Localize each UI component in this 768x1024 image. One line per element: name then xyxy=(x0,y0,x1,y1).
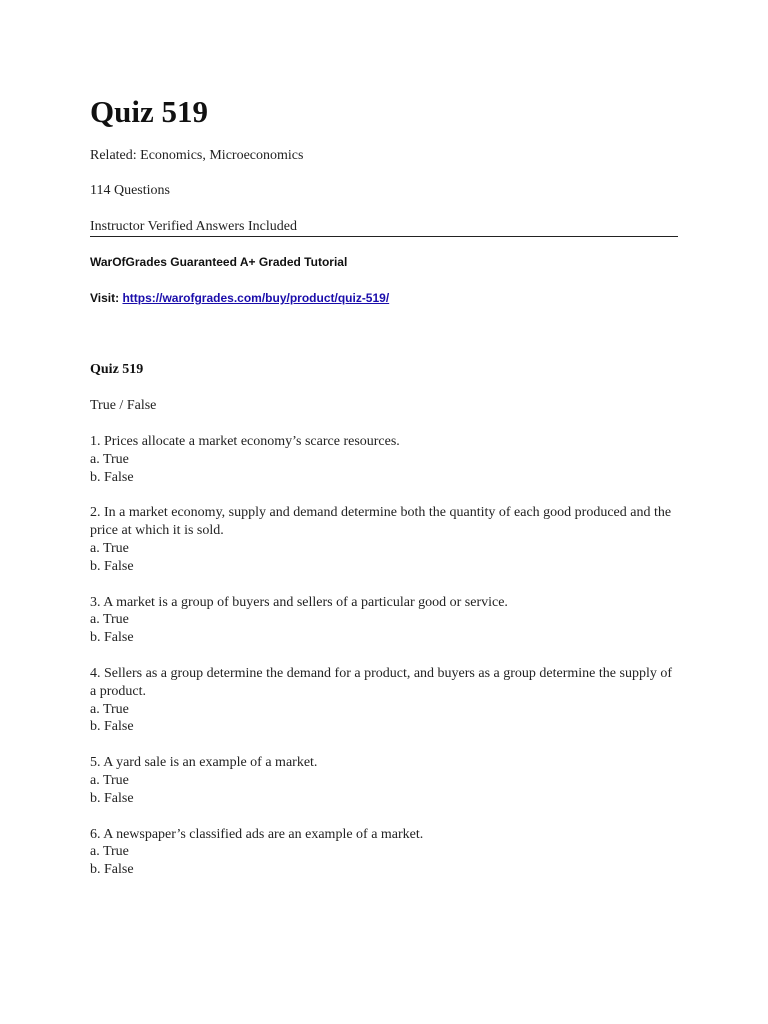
option-false: b. False xyxy=(90,719,134,735)
question-text: 4. Sellers as a group determine the demand for a product, and buyers as a group determine the supply of a product. xyxy=(90,665,672,699)
question-item xyxy=(90,594,678,647)
question-count: 114 Questions xyxy=(90,183,170,198)
question-list xyxy=(90,433,678,897)
option-true: a. True xyxy=(90,540,129,556)
question-item xyxy=(90,826,678,879)
question-text: 6. A newspaper’s classified ads are an example of a market. xyxy=(90,826,424,842)
option-true: a. True xyxy=(90,772,129,788)
question-item xyxy=(90,665,678,736)
question-text: 1. Prices allocate a market economy’s scarce resources. xyxy=(90,434,400,449)
option-false: b. False xyxy=(90,862,134,878)
question-text: 3. A market is a group of buyers and sellers of a particular good or service. xyxy=(90,594,508,610)
visit-label: Visit: xyxy=(90,291,123,305)
question-text: 5. A yard sale is an example of a market. xyxy=(90,755,318,771)
guarantee-text: WarOfGrades Guaranteed A+ Graded Tutorial xyxy=(90,255,348,269)
option-true: a. True xyxy=(90,451,129,467)
visit-line xyxy=(90,291,389,305)
section-type: True / False xyxy=(90,398,157,413)
option-false: b. False xyxy=(90,558,134,574)
option-true: a. True xyxy=(90,844,129,860)
option-false: b. False xyxy=(90,790,134,806)
option-false: b. False xyxy=(90,630,134,646)
product-link[interactable]: https://warofgrades.com/buy/product/quiz-519/ xyxy=(122,291,390,305)
question-item xyxy=(90,504,678,575)
verified-note: Instructor Verified Answers Included xyxy=(90,219,297,234)
option-false: b. False xyxy=(90,469,134,485)
question-text: 2. In a market economy, supply and demand determine both the quantity of each good produced and the price at which it is sold. xyxy=(90,505,672,539)
question-item xyxy=(90,754,678,807)
option-true: a. True xyxy=(90,701,129,717)
header-divider xyxy=(90,236,678,237)
section-title: Quiz 519 xyxy=(90,362,144,377)
option-true: a. True xyxy=(90,612,129,628)
related-subjects: Related: Economics, Microeconomics xyxy=(90,148,304,163)
document-title: Quiz 519 xyxy=(90,94,208,129)
question-item xyxy=(90,433,678,486)
